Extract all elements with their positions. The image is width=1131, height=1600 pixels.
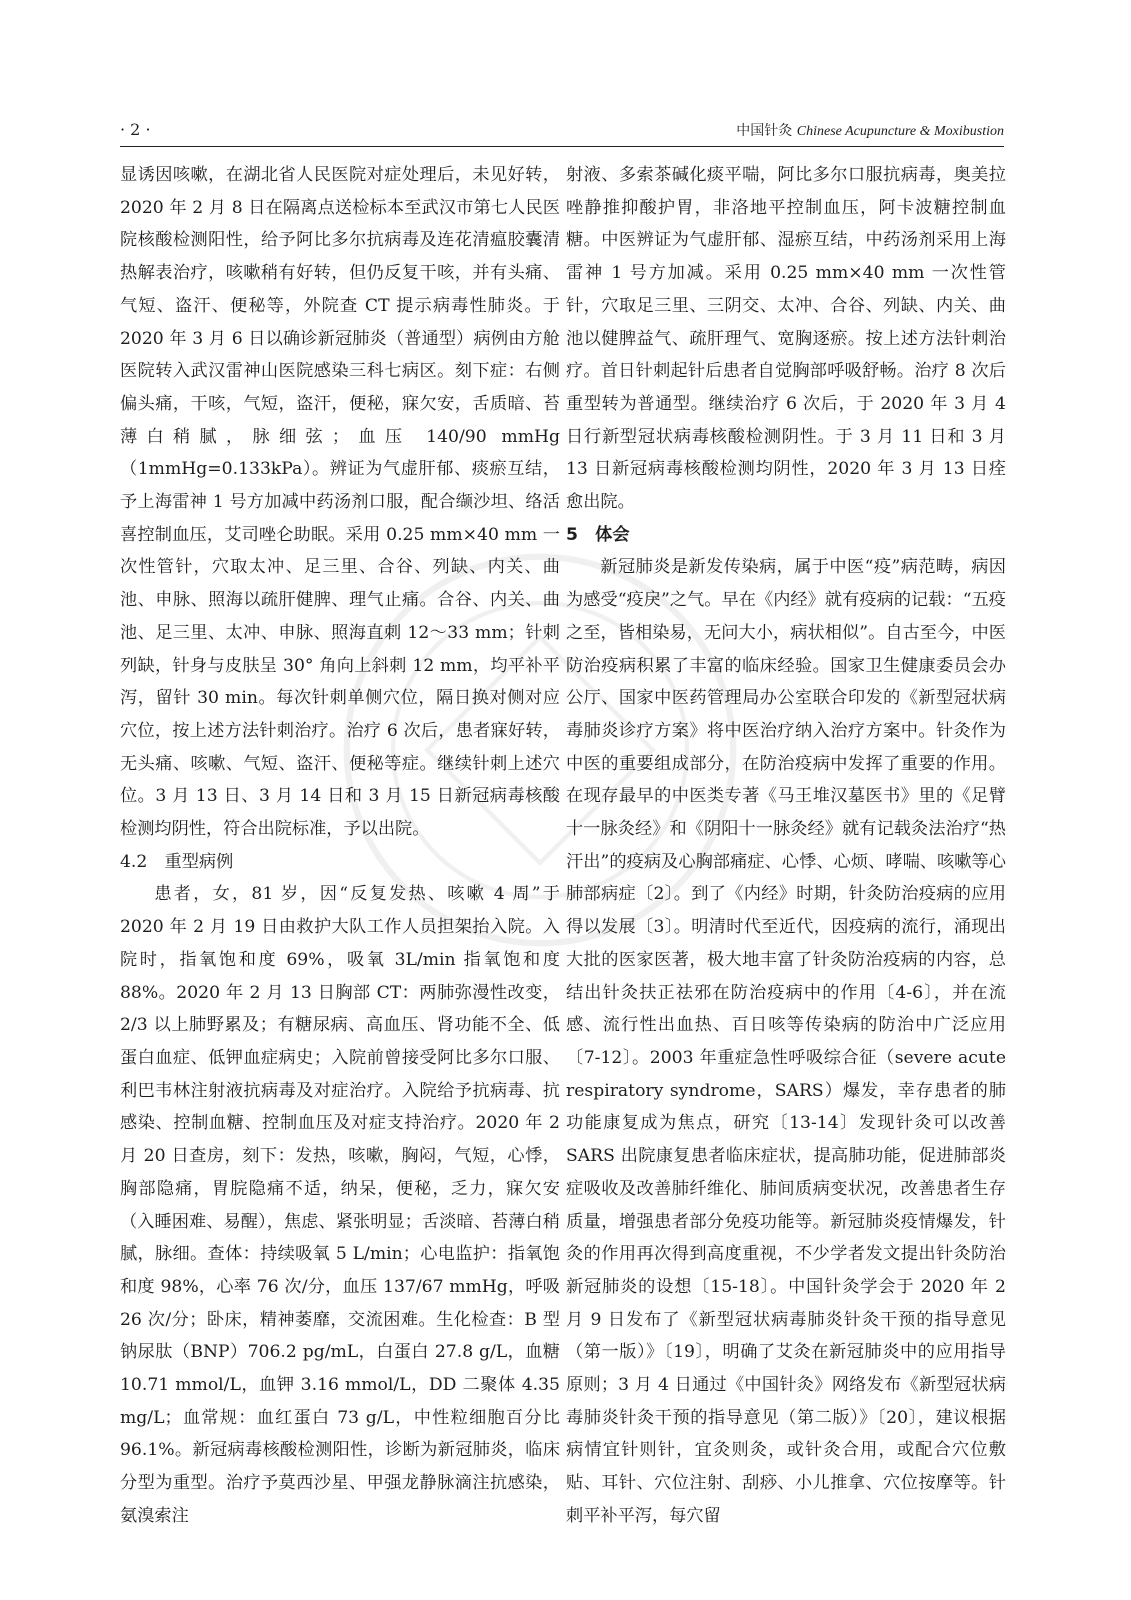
journal-title-en: Chinese Acupuncture & Moxibustion [796,124,1004,139]
running-header [120,120,1004,142]
case2-paragraph: 患者，女，81 岁，因“反复发热、咳嗽 4 周”于 2020 年 2 月 19 日由救护大队工作人员担架抬入院。入院时，指氧饱和度 69%，吸氧 3L/min 指氧饱和度 88%。2020 年 2 月 13 日胸部 CT：两肺弥漫性改变，2/3 以上肺野累及；有糖尿病、高血压、肾功能不全、低蛋白血症、低钾血症病史；入院前曾接受阿比多尔口服、利巴韦林注射液抗病毒及对症治疗。入院给予抗病毒、抗感染、控制血糖、控制血压及对症支持治疗。2020 年 2 月 20 日查房，刻下：发热，咳嗽，胸闷，气短，心悸，胸部隐痛，胃脘隐痛不适，纳呆，便秘，乏力，寐欠安（入睡困难、易醒），焦虑、紧张明显；舌淡暗、苔薄白稍腻，脉细。查体：持续吸氧 5 L/min；心电监护：指氧饱和度 98%，心率 76 次/分，血压 137/67 mmHg，呼吸 26 次/分；卧床，精神萎靡，交流困难。生化检查：B 型钠尿肽（BNP）706.2 pg/mL，白蛋白 27.8 g/L，血糖 10.71 mmol/L，血钾 3.16 mmol/L，DD 二聚体 4.35 mg/L；血常规：血红蛋白 73 g/L，中性粒细胞百分比 96.1%。新冠病毒核酸检测阳性，诊断为新冠肺炎，临床分型为重型。治疗予莫西沙星、甲强龙静脉滴注抗感染，氨溴索注 [120,884,560,1526]
case2-continued-paragraph: 射液、多索茶碱化痰平喘，阿比多尔口服抗病毒，奥美拉唑静推抑酸护胃，非洛地平控制血压，阿卡波糖控制血糖。中医辨证为气虚肝郁、湿瘀互结，中药汤剂采用上海雷神 1 号方加减。采用 0.25 mm×40 mm 一次性管针，穴取足三里、三阴交、太冲、合谷、列缺、内关、曲池以健脾益气、疏肝理气、宽胸逐瘀。按上述方法针刺治疗。首日针刺起针后患者自觉胸部呼吸舒畅。治疗 8 次后重型转为普通型。继续治疗 6 次后，于 2020 年 3 月 4 日行新型冠状病毒核酸检测阴性。于 3 月 11 日和 3 月 13 日新冠病毒核酸检测均阴性，2020 年 3 月 13 日痊愈出院。 [566,165,1006,513]
discussion-paragraph: 新冠肺炎是新发传染病，属于中医“疫”病范畴，病因为感受“疫戾”之气。早在《内经》就有疫病的记载：“五疫之至，皆相染易，无问大小，病状相似”。自古至今，中医防治疫病积累了丰富的临床经验。国家卫生健康委员会办公厅、国家中医药管理局办公室联合印发的《新型冠状病毒肺炎诊疗方案》将中医治疗纳入治疗方案中。针灸作为中医的重要组成部分，在防治疫病中发挥了重要的作用。在现存最早的中医类专著《马王堆汉墓医书》里的《足臂十一脉灸经》和《阴阳十一脉灸经》就有记载灸法治疗“热汗出”的疫病及心胸部痛症、心悸、心烦、哮喘、咳嗽等心肺部病症〔2〕。到了《内经》时期，针灸防治疫病的应用得以发展〔3〕。明清时代至近代，因疫病的流行，涌现出大批的医家医著，极大地丰富了针灸防治疫病的内容，总结出针灸扶正祛邪在防治疫病中的作用〔4-6〕，并在流感、流行性出血热、百日咳等传染病的防治中广泛应用〔7-12〕。2003 年重症急性呼吸综合征（severe acute respiratory syndrome，SARS）爆发，幸存患者的肺功能康复成为焦点，研究〔13-14〕发现针灸可以改善 SARS 出院康复患者临床症状，提高肺功能，促进肺部炎症吸收及改善肺纤维化、肺间质病变状况，改善患者生存质量，增强患者部分免疫功能等。新冠肺炎疫情爆发，针灸的作用再次得到高度重视，不少学者发文提出针灸防治新冠肺炎的设想〔15-18〕。中国针灸学会于 2020 年 2 月 9 日发布了《新型冠状病毒肺炎针灸干预的指导意见（第一版）》〔19〕，明确了艾灸在新冠肺炎中的应用指导原则；3 月 4 日通过《中国针灸》网络发布《新型冠状病毒肺炎针灸干预的指导意见（第二版）》〔20〕，建议根据病情宜针则针，宜灸则灸，或针灸合用，或配合穴位敷贴、耳针、穴位注射、刮痧、小儿推拿、穴位按摩等。针刺平补平泻，每穴留 [566,557,1006,1526]
section-heading-5: 5 体会 [566,524,630,545]
section-heading-4-2: 4.2 重型病例 [120,851,234,872]
case1-paragraph: 显诱因咳嗽，在湖北省人民医院对症处理后，未见好转，2020 年 2 月 8 日在隔离点送检标本至武汉市第七人民医院核酸检测阳性，给予阿比多尔抗病毒及连花清瘟胶囊清热解表治疗，咳嗽稍有好转，但仍反复干咳，并有头痛、气短、盗汗、便秘等，外院查 CT 提示病毒性肺炎。于 2020 年 3 月 6 日以确诊新冠肺炎（普通型）病例由方舱医院转入武汉雷神山医院感染三科七病区。刻下症：右侧偏头痛，干咳，气短，盗汗，便秘，寐欠安，舌质暗、苔薄白稍腻，脉细弦；血压 140/90 mmHg（1mmHg=0.133kPa）。辨证为气虚肝郁、痰瘀互结，予上海雷神 1 号方加减中药汤剂口服，配合缬沙坦、络活喜控制血压，艾司唑仑助眠。采用 0.25 mm×40 mm 一次性管针，穴取太冲、足三里、合谷、列缺、内关、曲池、申脉、照海以疏肝健脾、理气止痛。合谷、内关、曲池、足三里、太冲、申脉、照海直刺 12～33 mm；针刺列缺，针身与皮肤呈 30° 角向上斜刺 12 mm，均平补平泻，留针 30 min。每次针刺单侧穴位，隔日换对侧对应穴位，按上述方法针刺治疗。治疗 6 次后，患者寐好转，无头痛、咳嗽、气短、盗汗、便秘等症。继续针刺上述穴位。3 月 13 日、3 月 14 日和 3 月 15 日新冠病毒核酸检测均阴性，符合出院标准，予以出院。 [120,165,560,840]
header-rule [120,146,1004,147]
page-number: · 2 · [120,120,151,139]
journal-title-cn: 中国针灸 [736,123,793,139]
right-column [566,159,1006,1533]
left-column [120,159,560,1533]
journal-title [736,120,1004,140]
